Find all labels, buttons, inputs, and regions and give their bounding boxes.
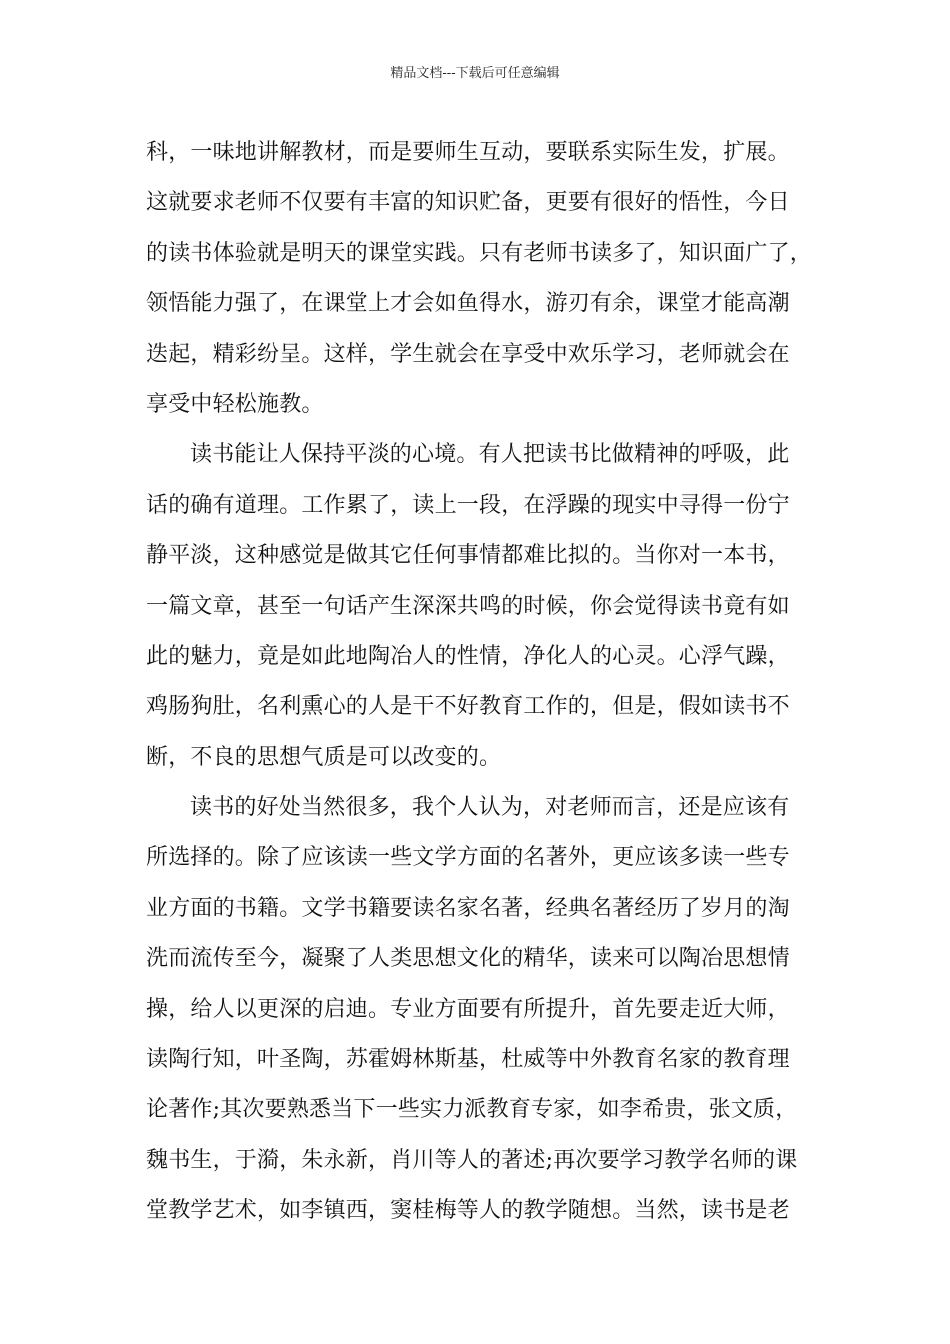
text-line: 享受中轻松施教。: [146, 391, 324, 417]
paragraph-start-line: 读书的好处当然很多，我个人认为，对老师而言，还是应该有: [190, 795, 790, 821]
text-line: 洗而流传至今，凝聚了人类思想文化的精华，读来可以陶冶思想情: [146, 946, 790, 972]
text-line: 的读书体验就是明天的课堂实践。只有老师书读多了，知识面广了，: [146, 240, 813, 266]
page-header: 精品文档---下载后可任意编辑: [390, 66, 560, 81]
text-line: 所选择的。除了应该读一些文学方面的名著外，更应该多读一些专: [146, 845, 790, 871]
text-line: 断，不良的思想气质是可以改变的。: [146, 744, 502, 770]
text-line: 这就要求老师不仅要有丰富的知识贮备，更要有很好的悟性，今日: [146, 190, 790, 216]
text-line: 魏书生，于漪，朱永新，肖川等人的著述;再次要学习教学名师的课: [146, 1147, 798, 1173]
text-line: 读陶行知，叶圣陶，苏霍姆林斯基，杜威等中外教育名家的教育理: [146, 1047, 790, 1073]
text-line: 论著作;其次要熟悉当下一些实力派教育专家，如李希贵，张文质，: [146, 1097, 798, 1123]
text-line: 一篇文章，甚至一句话产生深深共鸣的时候，你会觉得读书竟有如: [146, 593, 790, 619]
text-line: 操，给人以更深的启迪。专业方面要有所提升，首先要走近大师，: [146, 996, 790, 1022]
text-line: 堂教学艺术，如李镇西，窦桂梅等人的教学随想。当然，读书是老: [146, 1198, 790, 1224]
document-body: [146, 128, 826, 1237]
text-line: 业方面的书籍。文学书籍要读名家名著，经典名著经历了岁月的淘: [146, 895, 790, 921]
text-line: 此的魅力，竟是如此地陶冶人的性情，净化人的心灵。心浮气躁，: [146, 643, 790, 669]
text-line: 领悟能力强了，在课堂上才会如鱼得水，游刃有余，课堂才能高潮: [146, 291, 790, 317]
text-line: 话的确有道理。工作累了，读上一段，在浮躁的现实中寻得一份宁: [146, 492, 790, 518]
text-line: 科，一味地讲解教材，而是要师生互动，要联系实际生发，扩展。: [146, 140, 790, 165]
text-line: 鸡肠狗肚，名利熏心的人是干不好教育工作的，但是，假如读书不: [146, 694, 790, 720]
paragraph-start-line: 读书能让人保持平淡的心境。有人把读书比做精神的呼吸，此: [190, 442, 790, 468]
text-line: 静平淡，这种感觉是做其它任何事情都难比拟的。当你对一本书，: [146, 543, 790, 569]
text-line: 迭起，精彩纷呈。这样，学生就会在享受中欢乐学习，老师就会在: [146, 341, 790, 367]
